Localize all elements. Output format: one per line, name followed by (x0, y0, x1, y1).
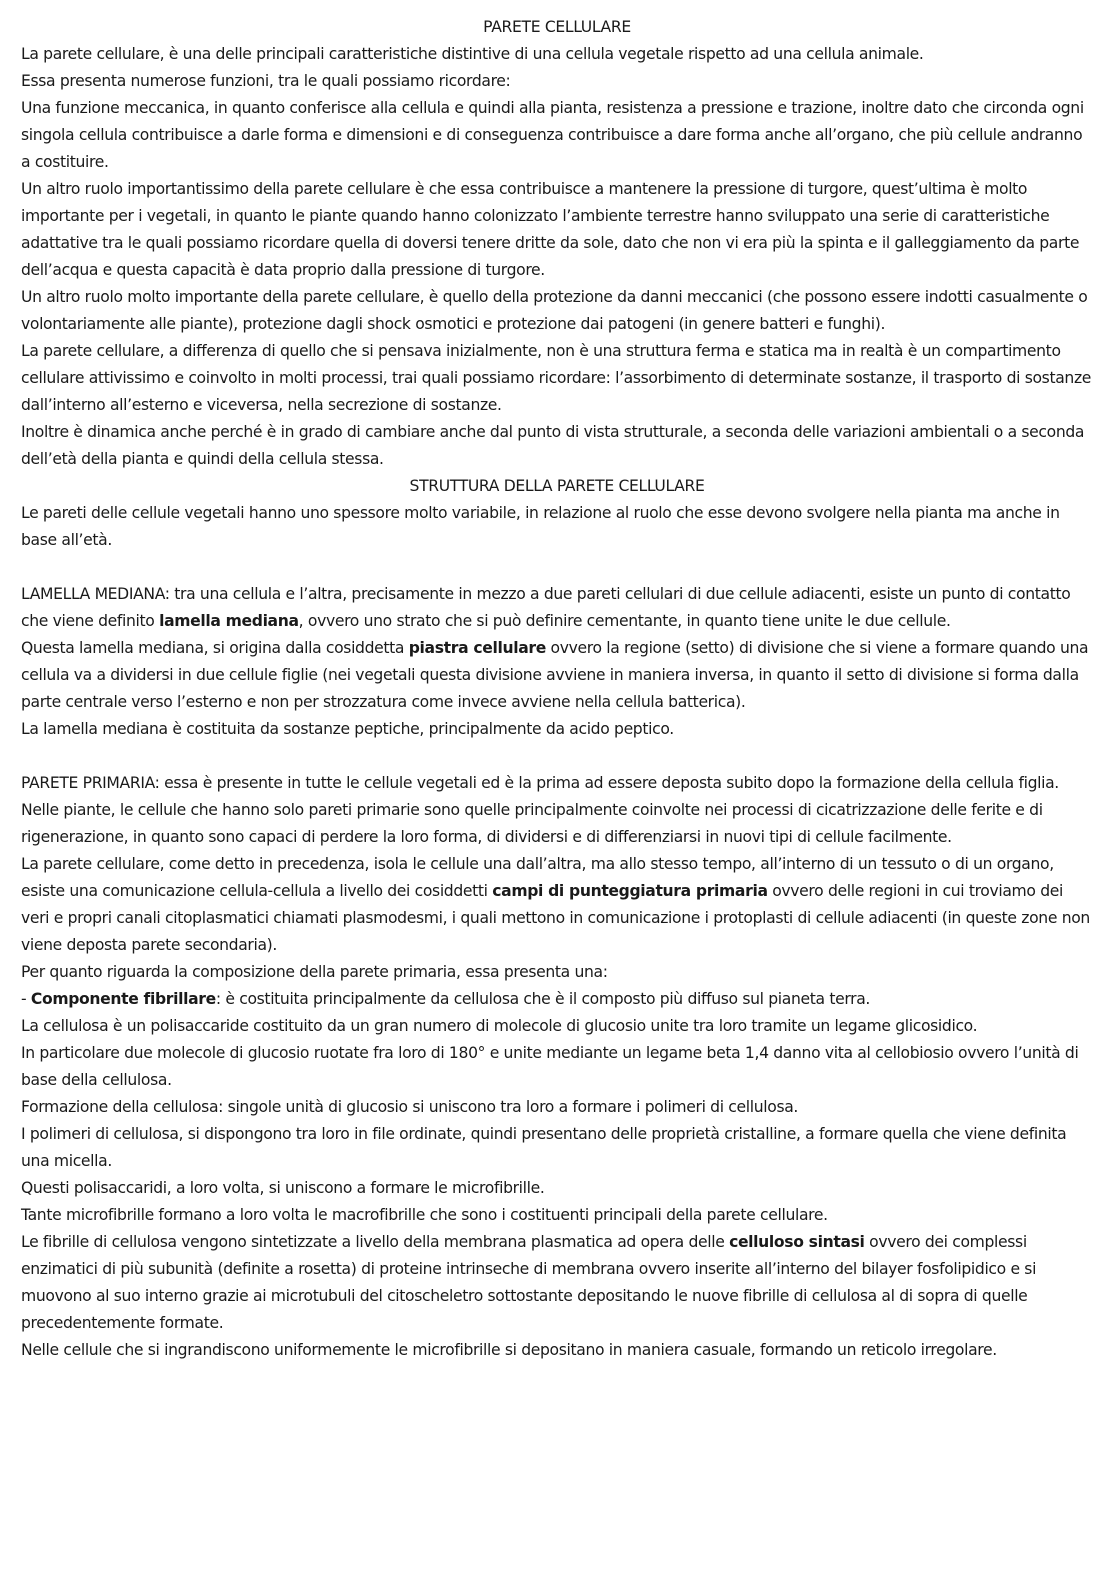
lamella-paragraph: LAMELLA MEDIANA: tra una cellula e l’altra, precisamente in mezzo a due pareti cellulari di due cellule adiacenti, esiste un punto di contatto che viene definito lamella mediana, ovvero uno strato che si può definire cementante, in quanto tiene unite le due cellule. (21, 585, 1071, 630)
primaria-paragraph: Formazione della cellulosa: singole unità di glucosio si uniscono tra loro a formare i polimeri di cellulosa. (21, 1098, 799, 1116)
primaria-paragraph: Per quanto riguarda la composizione della parete primaria, essa presenta una: (21, 963, 608, 981)
intro-paragraph: Inoltre è dinamica anche perché è in grado di cambiare anche dal punto di vista strutturale, a seconda delle variazioni ambientali o a seconda dell’età della pianta e quindi della cellula stessa. (21, 423, 1085, 468)
title-parete-cellulare: PARETE CELLULARE (483, 18, 631, 36)
primaria-paragraph: In particolare due molecole di glucosio ruotate fra loro di 180° e unite mediante un legame beta 1,4 danno vita al cellobiosio ovvero l’unità di base della cellulosa. (21, 1044, 1079, 1089)
document-page (21, 14, 1093, 1364)
title-struttura: STRUTTURA DELLA PARETE CELLULARE (409, 477, 705, 495)
primaria-paragraph: PARETE PRIMARIA: essa è presente in tutte le cellule vegetali ed è la prima ad essere deposta subito dopo la formazione della cellula figlia. (21, 774, 1059, 792)
intro-paragraph: La parete cellulare, è una delle principali caratteristiche distintive di una cellula vegetale rispetto ad una cellula animale. (21, 45, 924, 63)
primaria-paragraph: Nelle cellule che si ingrandiscono uniformemente le microfibrille si depositano in maniera casuale, formando un reticolo irregolare. (21, 1341, 997, 1359)
primaria-paragraph: Nelle piante, le cellule che hanno solo pareti primarie sono quelle principalmente coinvolte nei processi di cicatrizzazione delle ferite e di rigenerazione, in quanto sono capaci di perdere la loro forma, di dividersi e di differenziarsi in nuovi tipi di cellule facilmente. (21, 801, 1043, 846)
paragraph-gap (21, 554, 1093, 581)
primaria-paragraph: Le fibrille di cellulosa vengono sintetizzate a livello della membrana plasmatica ad opera delle celluloso sintasi ovvero dei complessi enzimatici di più subunità (definite a rosetta) di proteine intrinseche di membrana ovvero inserite all’interno del bilayer fosfolipidico e si muovono al suo interno grazie ai microtubuli del citoscheletro sottostante depositando le nuove fibrille di cellulosa al di sopra di quelle precedentemente formate. (21, 1233, 1037, 1332)
intro-paragraph: La parete cellulare, a differenza di quello che si pensava inizialmente, non è una struttura ferma e statica ma in realtà è un compartimento cellulare attivissimo e coinvolto in molti processi, trai quali possiamo ricordare: l’assorbimento di determinate sostanze, il trasporto di sostanze dall’interno all’esterno e viceversa, nella secrezione di sostanze. (21, 342, 1092, 414)
primaria-paragraph: I polimeri di cellulosa, si dispongono tra loro in file ordinate, quindi presentano delle proprietà cristalline, a formare quella che viene definita una micella. (21, 1125, 1067, 1170)
lamella-paragraph: Questa lamella mediana, si origina dalla cosiddetta piastra cellulare ovvero la regione (setto) di divisione che si viene a formare quando una cellula va a dividersi in due cellule figlie (nei vegetali questa divisione avviene in maniera inversa, in quanto il setto di divisione si forma dalla parte centrale verso l’esterno e non per strozzatura come invece avviene nella cellula batterica). (21, 639, 1089, 711)
primaria-paragraph: Tante microfibrille formano a loro volta le macrofibrille che sono i costituenti principali della parete cellulare. (21, 1206, 828, 1224)
primaria-paragraph: La cellulosa è un polisaccaride costituito da un gran numero di molecole di glucosio unite tra loro tramite un legame glicosidico. (21, 1017, 978, 1035)
intro-paragraph: Un altro ruolo importantissimo della parete cellulare è che essa contribuisce a mantenere la pressione di turgore, quest’ultima è molto importante per i vegetali, in quanto le piante quando hanno colonizzato l’ambiente terrestre hanno sviluppato una serie di caratteristiche adattative tra le quali possiamo ricordare quella di doversi tenere dritte da sole, dato che non vi era più la spinta e il galleggiamento da parte dell’acqua e questa capacità è data proprio dalla pressione di turgore. (21, 180, 1080, 279)
intro-paragraph: Un altro ruolo molto importante della parete cellulare, è quello della protezione da danni meccanici (che possono essere indotti casualmente o volontariamente alle piante), protezione dagli shock osmotici e protezione dai patogeni (in genere batteri e funghi). (21, 288, 1088, 333)
paragraph-gap (21, 743, 1093, 770)
primaria-list-item: - Componente fibrillare: è costituita principalmente da cellulosa che è il composto più diffuso sul pianeta terra. (21, 990, 871, 1008)
intro-paragraph: Essa presenta numerose funzioni, tra le quali possiamo ricordare: (21, 72, 511, 90)
lamella-paragraph: La lamella mediana è costituita da sostanze peptiche, principalmente da acido peptico. (21, 720, 674, 738)
primaria-paragraph: La parete cellulare, come detto in precedenza, isola le cellule una dall’altra, ma allo stesso tempo, all’interno di un tessuto o di un organo, esiste una comunicazione cellula-cellula a livello dei cosiddetti campi di punteggiatura primaria ovvero delle regioni in cui troviamo dei veri e propri canali citoplasmatici chiamati plasmodesmi, i quali mettono in comunicazione i protoplasti di cellule adiacenti (in queste zone non viene deposta parete secondaria). (21, 855, 1090, 954)
intro-paragraph: Una funzione meccanica, in quanto conferisce alla cellula e quindi alla pianta, resistenza a pressione e trazione, inoltre dato che circonda ogni singola cellula contribuisce a darle forma e dimensioni e di conseguenza contribuisce a dare forma anche all’organo, che più cellule andranno a costituire. (21, 99, 1084, 171)
primaria-paragraph: Questi polisaccaridi, a loro volta, si uniscono a formare le microfibrille. (21, 1179, 545, 1197)
struttura-intro-paragraph: Le pareti delle cellule vegetali hanno uno spessore molto variabile, in relazione al ruolo che esse devono svolgere nella pianta ma anche in base all’età. (21, 504, 1060, 549)
